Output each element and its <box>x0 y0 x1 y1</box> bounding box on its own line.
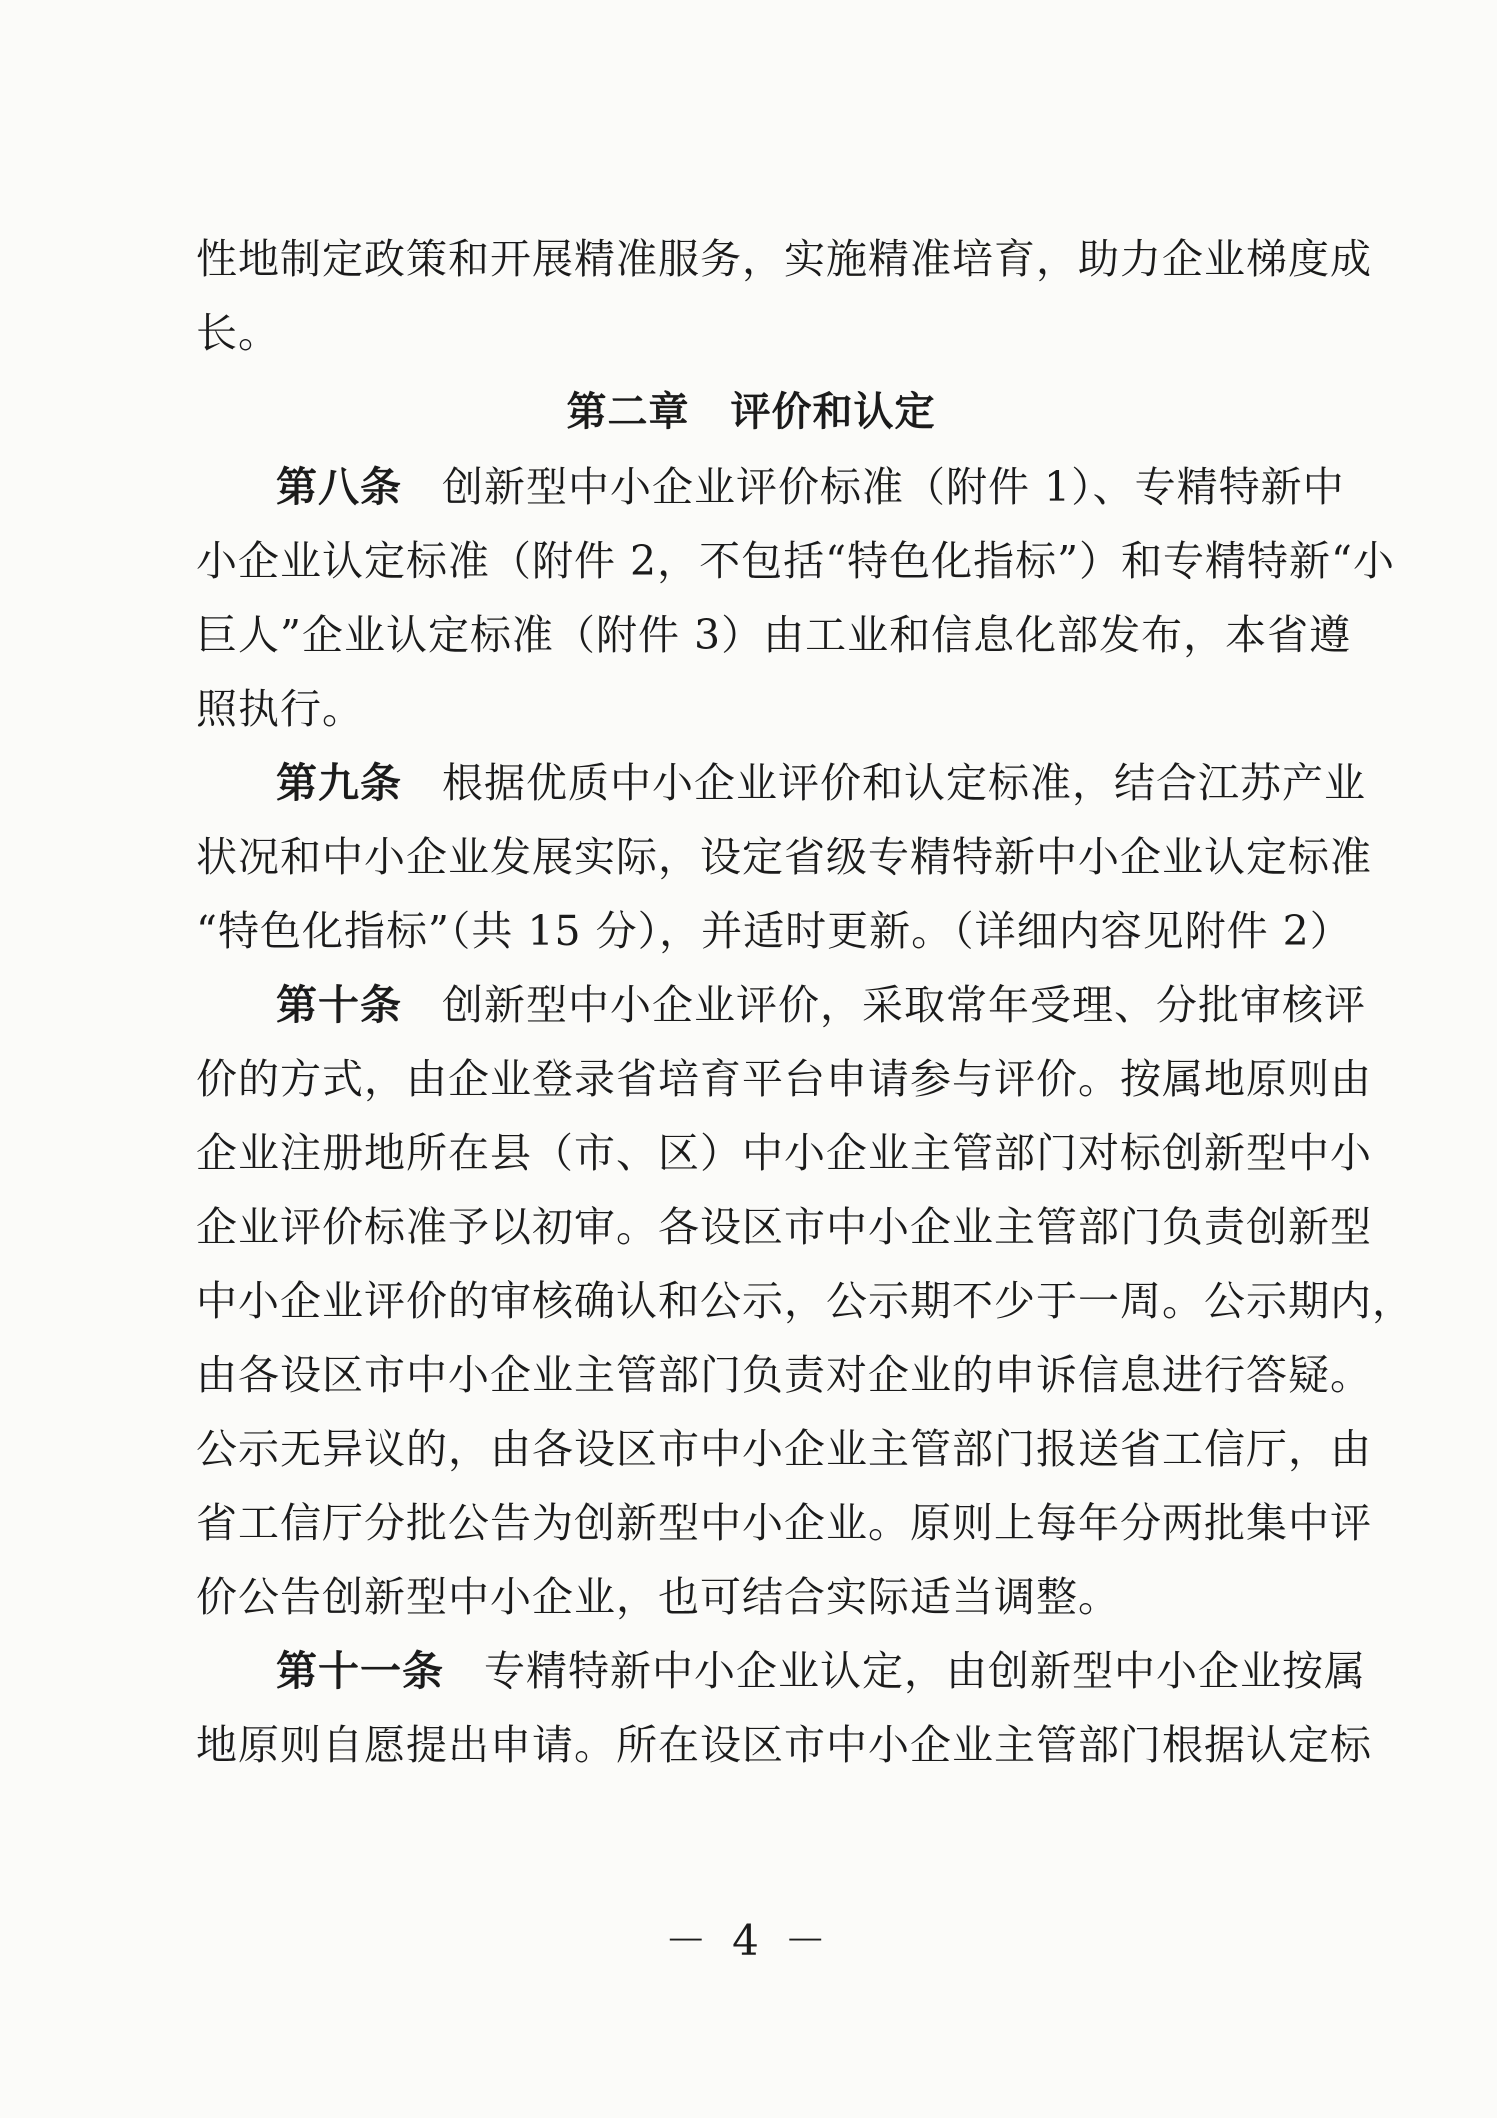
text-line: 照执行。 <box>196 685 364 733</box>
text-line: 价的方式，由企业登录省培育平台申请参与评价。按属地原则由 <box>196 1055 1372 1103</box>
text-line: 小企业认定标准（附件 2，不包括“特色化指标”）和专精特新“小 <box>196 537 1395 585</box>
text-line: 企业评价标准予以初审。各设区市中小企业主管部门负责创新型 <box>196 1203 1372 1251</box>
text-line: 地原则自愿提出申请。所在设区市中小企业主管部门根据认定标 <box>196 1721 1372 1769</box>
text-line: 价公告创新型中小企业，也可结合实际适当调整。 <box>196 1573 1120 1621</box>
article-8-line <box>196 450 1345 524</box>
chapter-heading: 第二章 评价和认定 <box>566 389 936 435</box>
text-line: 性地制定政策和开展精准服务，实施精准培育，助力企业梯度成 <box>196 235 1372 283</box>
article-9-line <box>196 746 1366 820</box>
text-line: “特色化指标”（共 15 分），并适时更新。（详细内容见附件 2） <box>196 907 1352 955</box>
article-10-line <box>196 968 1366 1042</box>
text-line: 长。 <box>196 309 280 357</box>
document-body <box>196 222 1414 1782</box>
article-label: 第十一条 <box>276 1647 444 1695</box>
text-line: 创新型中小企业评价，采取常年受理、分批审核评 <box>442 981 1366 1029</box>
article-label: 第八条 <box>276 463 402 511</box>
text-line: 省工信厅分批公告为创新型中小企业。原则上每年分两批集中评 <box>196 1499 1372 1547</box>
text-line: 由各设区市中小企业主管部门负责对企业的申诉信息进行答疑。 <box>196 1351 1372 1399</box>
text-line: 企业注册地所在县（市、区）中小企业主管部门对标创新型中小 <box>196 1129 1372 1177</box>
text-line: 专精特新中小企业认定，由创新型中小企业按属 <box>484 1647 1366 1695</box>
text-line: 公示无异议的，由各设区市中小企业主管部门报送省工信厅，由 <box>196 1425 1372 1473</box>
text-line: 状况和中小企业发展实际，设定省级专精特新中小企业认定标准 <box>196 833 1372 881</box>
text-line: 创新型中小企业评价标准（附件 1）、专精特新中 <box>442 463 1345 511</box>
page-number: － 4 － <box>664 1916 833 1965</box>
article-label: 第十条 <box>276 981 402 1029</box>
text-line: 中小企业评价的审核确认和公示，公示期不少于一周。公示期内， <box>196 1277 1414 1325</box>
article-label: 第九条 <box>276 759 402 807</box>
article-11-line <box>196 1634 1366 1708</box>
text-line: 巨人”企业认定标准（附件 3）由工业和信息化部发布，本省遵 <box>196 611 1352 659</box>
text-line: 根据优质中小企业评价和认定标准，结合江苏产业 <box>442 759 1366 807</box>
